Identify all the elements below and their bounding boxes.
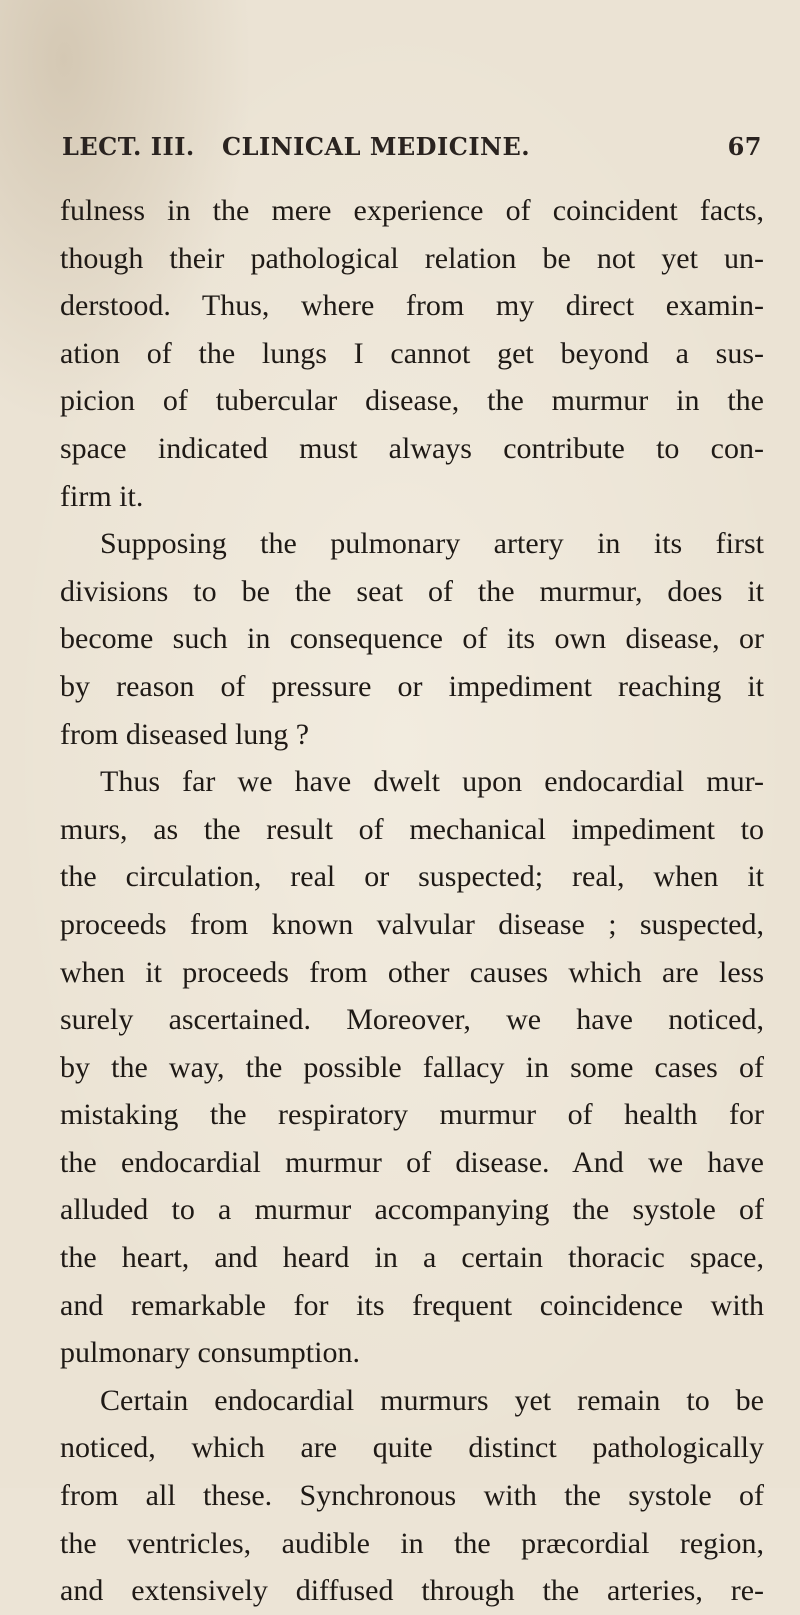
text-line: the heart, and heard in a certain thoracic space, bbox=[60, 1241, 764, 1275]
text-line: the endocardial murmur of disease. And we have bbox=[60, 1145, 764, 1179]
text-line: proceeds from known valvular disease ; suspected, bbox=[60, 907, 764, 941]
text-line: fulness in the mere experience of coincident facts, bbox=[60, 194, 764, 227]
text-line: when it proceeds from other causes which are less bbox=[60, 955, 764, 989]
text-line: pulmonary consumption. bbox=[60, 1336, 360, 1370]
text-line: space indicated must always contribute to con- bbox=[60, 431, 764, 465]
text-line: firm it. bbox=[60, 479, 144, 513]
running-title: CLINICAL MEDICINE. bbox=[222, 132, 531, 161]
text-line: alluded to a murmur accompanying the systole of bbox=[60, 1193, 764, 1227]
text-line: and extensively diffused through the arteries, re- bbox=[60, 1574, 764, 1608]
body-text bbox=[60, 187, 764, 1615]
page-number: 67 bbox=[727, 132, 762, 161]
text-line: by the way, the possible fallacy in some cases of bbox=[60, 1050, 764, 1084]
text-line: divisions to be the seat of the murmur, does it bbox=[60, 574, 764, 608]
text-line: from diseased lung ? bbox=[60, 717, 310, 751]
text-line: become such in consequence of its own disease, or bbox=[60, 622, 764, 656]
text-line: ation of the lungs I cannot get beyond a sus- bbox=[60, 336, 764, 370]
text-line: the ventricles, audible in the præcordial region, bbox=[60, 1526, 764, 1560]
text-line: noticed, which are quite distinct pathologically bbox=[60, 1431, 764, 1465]
text-line: Supposing the pulmonary artery in its first bbox=[100, 527, 764, 561]
text-line: derstood. Thus, where from my direct examin- bbox=[60, 289, 764, 323]
text-line: murs, as the result of mechanical impediment to bbox=[60, 812, 764, 846]
text-line: and remarkable for its frequent coincidence with bbox=[60, 1288, 764, 1322]
text-line: from all these. Synchronous with the systole of bbox=[60, 1479, 764, 1513]
text-line: surely ascertained. Moreover, we have noticed, bbox=[60, 1003, 764, 1037]
lecture-number: LECT. III. bbox=[62, 132, 195, 161]
text-line: Certain endocardial murmurs yet remain to be bbox=[100, 1383, 764, 1417]
running-header bbox=[62, 132, 762, 172]
text-line: though their pathological relation be not yet un- bbox=[60, 241, 764, 275]
text-line: picion of tubercular disease, the murmur in the bbox=[60, 384, 764, 418]
text-line: Thus far we have dwelt upon endocardial mur- bbox=[100, 765, 764, 799]
text-line: by reason of pressure or impediment reaching it bbox=[60, 669, 764, 703]
text-line: mistaking the respiratory murmur of health for bbox=[60, 1098, 764, 1132]
text-line: the circulation, real or suspected; real, when it bbox=[60, 860, 764, 894]
